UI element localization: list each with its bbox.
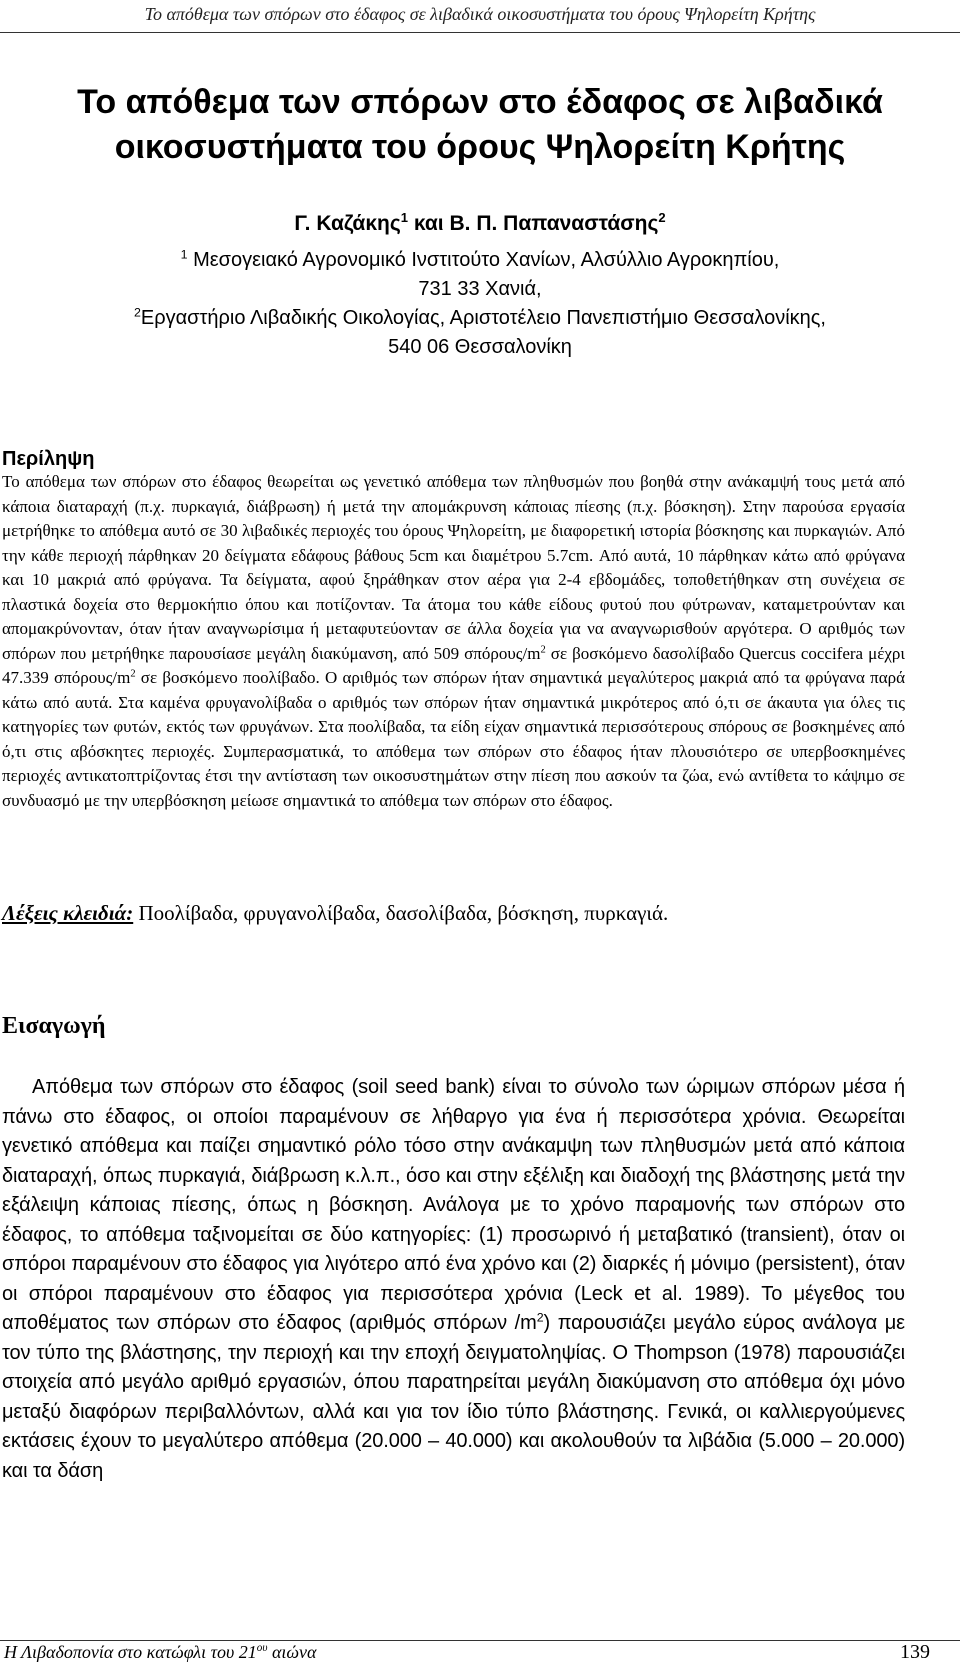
author-conjunction: και <box>413 212 444 235</box>
author-1: Γ. Καζάκης <box>294 212 401 235</box>
paper-title: Το απόθεμα των σπόρων στο έδαφος σε λιβαδικά οικοσυστήματα του όρους Ψηλορείτη Κρήτης <box>77 83 883 166</box>
page-number: 139 <box>900 1641 930 1663</box>
footer-journal-text: Η Λιβαδοπονία στο κατώφλι του 21 <box>4 1642 257 1662</box>
footer-journal <box>4 1642 316 1663</box>
footer-journal-sup: ου <box>256 1642 268 1654</box>
affiliation-2-line-2: 540 06 Θεσσαλονίκη <box>388 336 572 358</box>
abstract-heading: Περίληψη <box>2 448 95 470</box>
abstract-sup-1: 2 <box>540 643 546 655</box>
affiliation-2-line-1 <box>30 304 930 333</box>
affiliation-2-mark: 2 <box>134 305 141 320</box>
abstract-sup-2: 2 <box>130 668 136 680</box>
author-1-affiliation-mark: 1 <box>400 210 409 225</box>
keywords-label: Λέξεις κλειδιά: <box>2 901 134 925</box>
header-rule <box>0 32 960 33</box>
footer-rule <box>0 1640 960 1641</box>
affiliations <box>30 246 930 362</box>
introduction-body <box>2 1073 905 1486</box>
introduction-heading: Εισαγωγή <box>2 1013 106 1039</box>
author-2-affiliation-mark: 2 <box>658 210 666 225</box>
affiliation-1-text: Μεσογειακό Αγρονομικό Ινστιτούτο Χανίων, Αλσύλλιο Αγροκηπίου, <box>193 249 780 271</box>
affiliation-1-line-1 <box>30 246 930 275</box>
keywords <box>2 901 920 926</box>
abstract-body <box>2 470 905 813</box>
introduction-text-2: ) παρουσιάζει μεγάλο εύρος ανάλογα με τον τύπο της βλάστησης, την περιοχή και την εποχή δειγματοληψίας. Ο Thompson (1978) παρουσιάζει στοιχεία από μεγάλο αριθμό εργασιών, όπου παρατηρείται μεγάλη διακύμανση στο απόθεμα όχι μόνο μεταξύ διαφόρων περιβαλλόντων, αλλά και για τον ίδιο τύπο βλάστησης. Γενικά, οι καλλιεργούμενες εκτάσεις έχουν το μεγαλύτερο απόθεμα (20.000 – 40.000) και ακολουθούν τα λιβάδια (5.000 – 20.000) και τα δάση <box>2 1312 905 1482</box>
abstract-text-3: σε βοσκόμενο ποολίβαδο. Ο αριθμός των σπόρων ήταν σημαντικά μεγαλύτερος μακριά από τα φρύγανα παρά κάτω από αυτά. Στα καμένα φρυγανολίβαδα ο αριθμός των σπόρων ήταν σημαντικά μικρότερος από ό,τι σε άκαυτα για όλες τις κατηγορίες των φυτών, εκτός των φρυγάνων. Στα ποολίβαδα, τα είδη είχαν σημαντικά περισσότερους σπόρους σε βοσκημένες από ό,τι στις αβόσκητες περιοχές. Συμπερασματικά, το απόθεμα των σπόρων στο έδαφος ήταν πλουσιότερο σε υπερβοσκημένες περιοχές αντικατοπτρίζοντας έτσι την αντίσταση των οικοσυστημάτων στην πίεση που ασκούν τα ζώα, ενώ αντίθετα το κάψιμο σε συνδυασμό με την υπερβόσκηση μείωσε σημαντικά το απόθεμα των σπόρων στο έδαφος. <box>2 668 905 810</box>
keywords-text: Ποολίβαδα, φρυγανολίβαδα, δασολίβαδα, βόσκηση, πυρκαγιά. <box>133 901 669 925</box>
abstract-text-2: σε βοσκόμενο δασολίβαδο Quercus coccifera μέχρι 47.339 σπόρους/m <box>2 643 905 687</box>
affiliation-1-mark: 1 <box>180 247 188 262</box>
introduction-sup: 2 <box>536 1310 544 1325</box>
author-line <box>0 212 960 236</box>
affiliation-1-line-2: 731 33 Χανιά, <box>418 278 542 300</box>
footer-journal-text-end: αιώνα <box>267 1642 317 1662</box>
running-head: Το απόθεμα των σπόρων στο έδαφος σε λιβαδικά οικοσυστήματα του όρους Ψηλορείτη Κρήτης <box>144 4 816 24</box>
introduction-text-1: Απόθεμα των σπόρων στο έδαφος (soil seed bank) είναι το σύνολο των ώριμων σπόρων μέσα ή πάνω στο έδαφος, οι οποίοι παραμένουν σε λήθαργο για ένα ή περισσότερα χρόνια. Θεωρείται γενετικό απόθεμα και παίζει σημαντικό ρόλο τόσο στην ανάκαμψη των πληθυσμών μετά από κάποια διαταραχή, όπως πυρκαγιά, διάβρωση κ.λ.π., όσο και στην εξέλιξη και διαδοχή της βλάστησης μετά την εξάλειψη κάποιας πίεσης, όπως η βόσκηση. Ανάλογα με το χρόνο παραμονής των σπόρων στο έδαφος, το απόθεμα ταξινομείται σε δύο κατηγορίες: (1) προσωρινό ή μεταβατικό (transient), όταν οι σπόροι παραμένουν στο έδαφος για λιγότερο από ένα χρόνο και (2) διαρκές ή μόνιμο (persistent), όταν οι σπόροι παραμένουν στο έδαφος για περισσότερα χρόνια (Leck et al. 1989). Το μέγεθος του αποθέματος των σπόρων στο έδαφος (αριθμός σπόρων /m <box>2 1076 905 1334</box>
author-2: Β. Π. Παπαναστάσης <box>449 212 659 235</box>
affiliation-2-text: Εργαστήριο Λιβαδικής Οικολογίας, Αριστοτέλειο Πανεπιστήμιο Θεσσαλονίκης, <box>140 307 826 329</box>
abstract-text-1: Το απόθεμα των σπόρων στο έδαφος θεωρείται ως γενετικό απόθεμα των πληθυσμών που βοηθά στην ανάκαμψή τους μετά από κάποια διαταραχή (π.χ. πυρκαγιά, διάβρωση) ή μετά την απομάκρυνση κάποιας πίεσης (π.χ. βόσκηση). Στην παρούσα εργασία μετρήθηκε το απόθεμα αυτό σε 30 λιβαδικές περιοχές του όρους Ψηλορείτη, με διαφορετική ιστορία βόσκησης και πυρκαγιών. Από την κάθε περιοχή πάρθηκαν 20 δείγματα εδάφους βάθους 5cm και διαμέτρου 5.7cm. Από αυτά, 10 πάρθηκαν κάτω από φρύγανα και 10 μακριά από φρύγανα. Τα δείγματα, αφού ξηράθηκαν στον αέρα για 2-4 εβδομάδες, τοποθετήθηκαν στη συνέχεια σε πλαστικά δοχεία στο θερμοκήπιο όπου και ποτίζονταν. Τα άτομα του κάθε είδους φυτού που φύτρωναν, καταμετρούνταν και απομακρύνονταν, όταν ήταν αναγνωρίσιμα ή μεταφυτεύονταν σε άλλα δοχεία για να αναγνωρισθούν αργότερα. Ο αριθμός των σπόρων που μετρήθηκε παρουσίασε μεγάλη διακύμανση, από 509 σπόρους/m <box>2 472 905 663</box>
